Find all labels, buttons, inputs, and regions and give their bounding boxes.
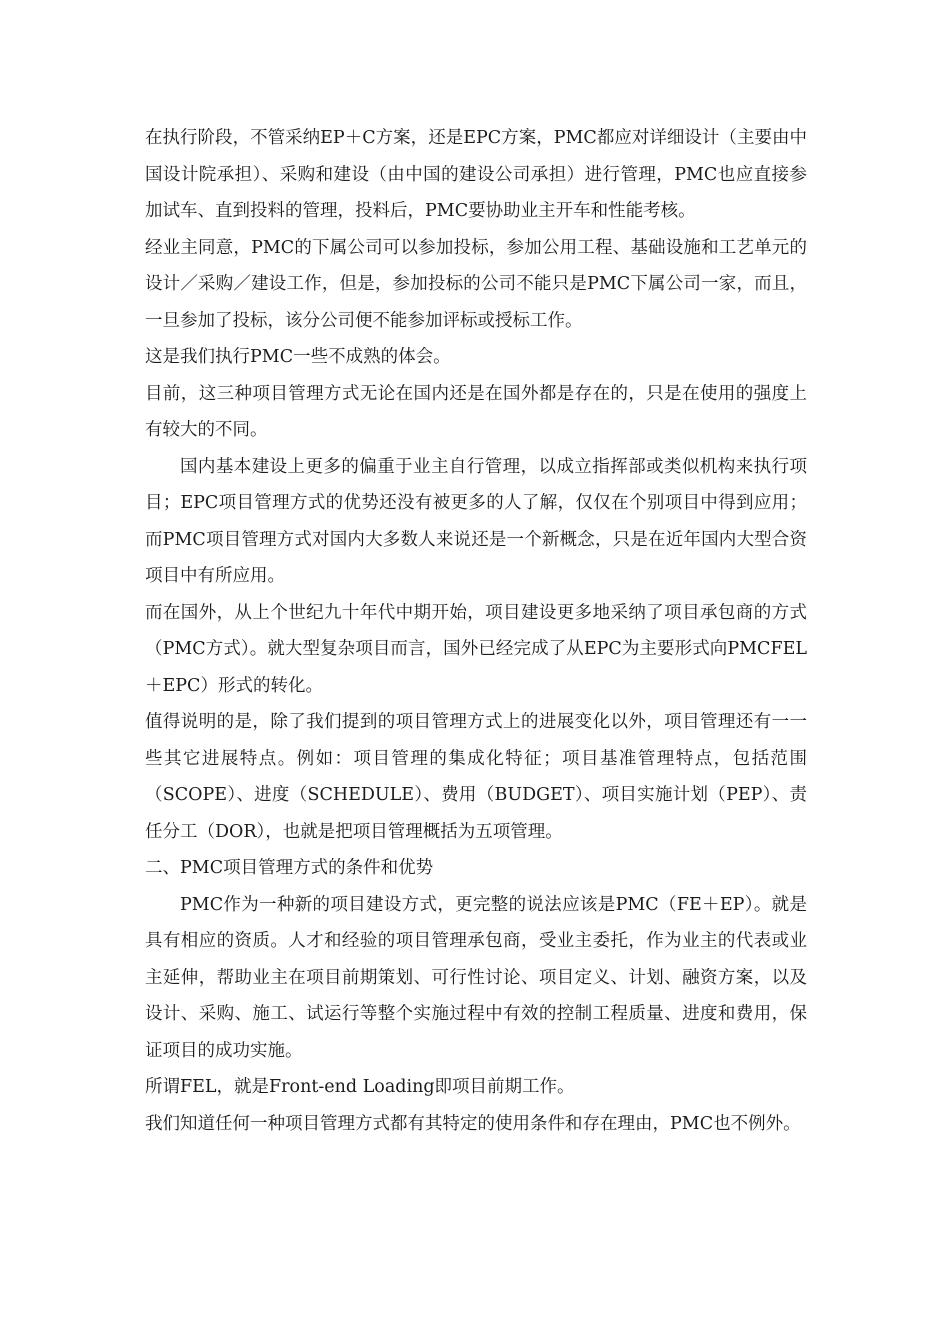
paragraph-current-status: 目前，这三种项目管理方式无论在国内还是在国外都是存在的，只是在使用的强度上有较大的不同。 [145,383,807,440]
paragraph-conditions: 我们知道任何一种项目管理方式都有其特定的使用条件和存在理由，PMC也不例外。 [145,1113,801,1134]
paragraph-pmc-definition: PMC作为一种新的项目建设方式，更完整的说法应该是PMC（FE＋EP）。就是具有相应的资质。人才和经验的项目管理承包商，受业主委托，作为业主的代表或业主延伸，帮助业主在项目前期策划、可行性讨论、项目定义、计划、融资方案，以及设计、采购、施工、试运行等整个实施过程中有效的控制工程质量、进度和费用，保证项目的成功实施。 [145,894,807,1061]
section-heading: 二、PMC项目管理方式的条件和优势 [145,858,434,878]
paragraph-features: 值得说明的是，除了我们提到的项目管理方式上的进展变化以外，项目管理还有一一些其它进展特点。例如：项目管理的集成化特征；项目基准管理特点，包括范围（SCOPE）、进度（SCHEDULE）、费用（BUDGET）、项目实施计划（PEP）、责任分工（DOR），也就是把项目管理概括为五项管理。 [145,712,807,842]
document-page [145,120,807,1142]
paragraph-abroad: 而在国外，从上个世纪九十年代中期开始，项目建设更多地采纳了项目承包商的方式（PMC方式）。就大型复杂项目而言，国外已经完成了从EPC为主要形式向PMCFEL＋EPC）形式的转化。 [145,602,807,696]
paragraph-execution-phase: 在执行阶段，不管采纳EP＋C方案，还是EPC方案，PMC都应对详细设计（主要由中国设计院承担）、采购和建设（由中国的建设公司承担）进行管理，PMC也应直接参加试车、直到投料的管理，投料后，PMC要协助业主开车和性能考核。 [145,128,807,221]
paragraph-fel-definition: 所谓FEL，就是Front-end Loading即项目前期工作。 [145,1077,575,1097]
paragraph-bidding-rules: 经业主同意，PMC的下属公司可以参加投标，参加公用工程、基础设施和工艺单元的设计／采购／建设工作，但是，参加投标的公司不能只是PMC下属公司一家，而且，一旦参加了投标，该分公司便不能参加评标或授标工作。 [145,237,807,331]
paragraph-domestic: 国内基本建设上更多的偏重于业主自行管理，以成立指挥部或类似机构来执行项目；EPC项目管理方式的优势还没有被更多的人了解，仅仅在个别项目中得到应用；而PMC项目管理方式对国内大多数人来说还是一个新概念，只是在近年国内大型合资项目中有所应用。 [145,456,807,586]
paragraph-experience: 这是我们执行PMC一些不成熟的体会。 [145,347,451,367]
